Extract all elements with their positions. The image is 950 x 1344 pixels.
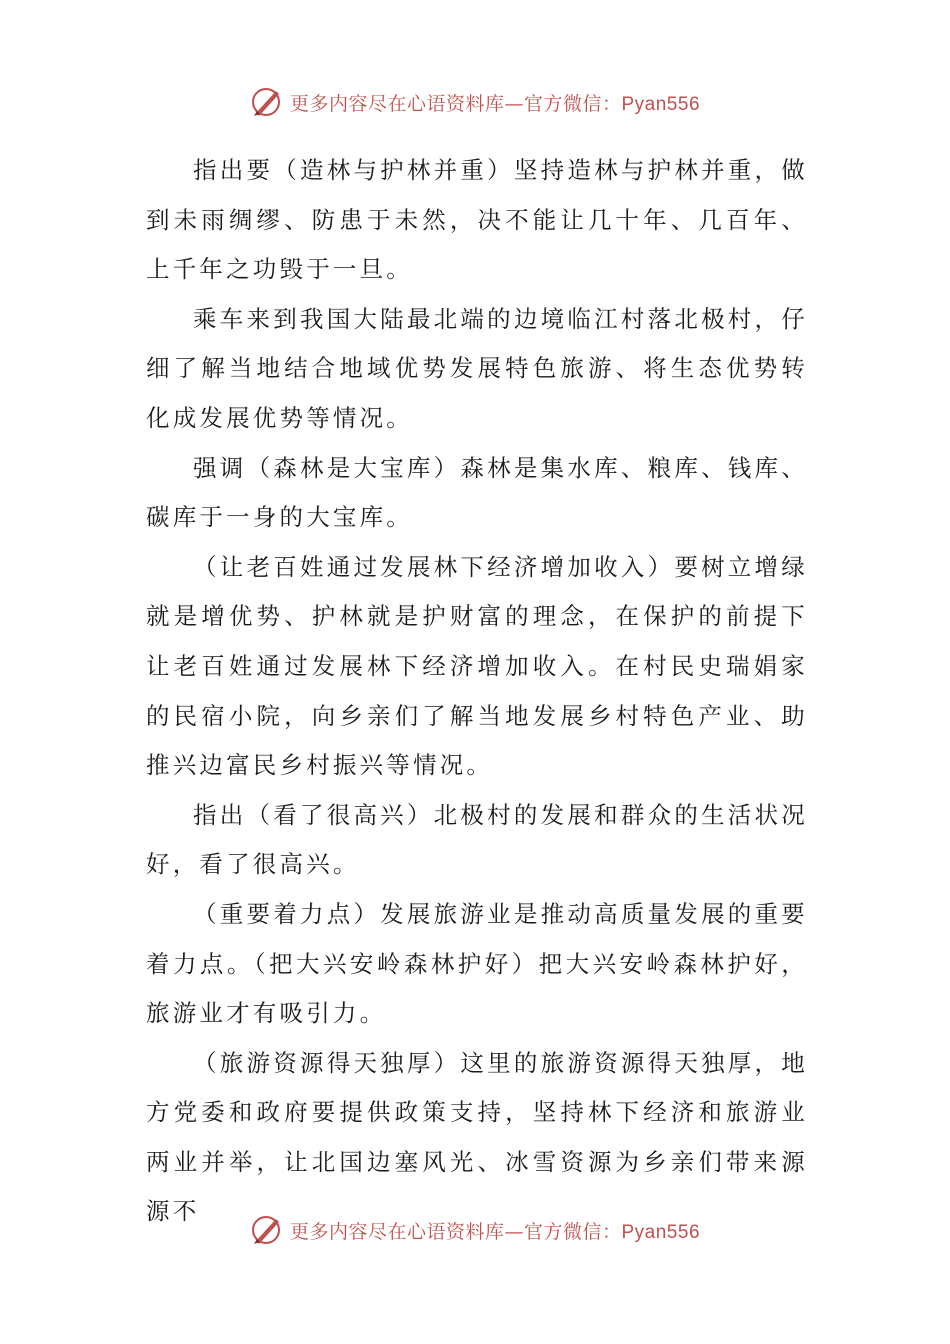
paragraph: 指出要（造林与护林并重）坚持造林与护林并重，做到未雨绸缪、防患于未然，决不能让几十年、几百年、上千年之功毁于一旦。 [146,156,808,284]
pen-logo-icon [250,85,284,119]
header-wechat-id: Pyan556 [621,93,701,115]
header-banner [0,82,950,122]
paragraph: 指出（看了很高兴）北极村的发展和群众的生活状况好，看了很高兴。 [146,800,808,879]
footer-banner [0,1210,950,1250]
paragraph: （让老百姓通过发展林下经济增加收入）要树立增绿就是增优势、护林就是护财富的理念，在保护的前提下让老百姓通过发展林下经济增加收入。在村民史瑞娟家的民宿小院，向乡亲们了解当地发展乡村特色产业、助推兴边富民乡村振兴等情况。 [146,552,808,780]
paragraph: 强调（森林是大宝库）森林是集水库、粮库、钱库、碳库于一身的大宝库。 [146,453,808,532]
paragraph: （重要着力点）发展旅游业是推动高质量发展的重要着力点。（把大兴安岭森林护好）把大兴安岭森林护好，旅游业才有吸引力。 [146,899,808,1028]
pen-logo-icon [250,1213,284,1247]
paragraph: 乘车来到我国大陆最北端的边境临江村落北极村，仔细了解当地结合地域优势发展特色旅游、将生态优势转化成发展优势等情况。 [146,304,808,432]
footer-banner-text: 更多内容尽在心语资料库—官方微信：Pyan556 [289,1220,701,1243]
document-body [146,146,808,1237]
header-banner-text: 更多内容尽在心语资料库—官方微信：Pyan556 [289,92,701,115]
paragraph: （旅游资源得天独厚）这里的旅游资源得天独厚，地方党委和政府要提供政策支持，坚持林下经济和旅游业两业并举，让北国边塞风光、冰雪资源为乡亲们带来源源不 [146,1048,808,1226]
footer-wechat-id: Pyan556 [621,1221,701,1243]
